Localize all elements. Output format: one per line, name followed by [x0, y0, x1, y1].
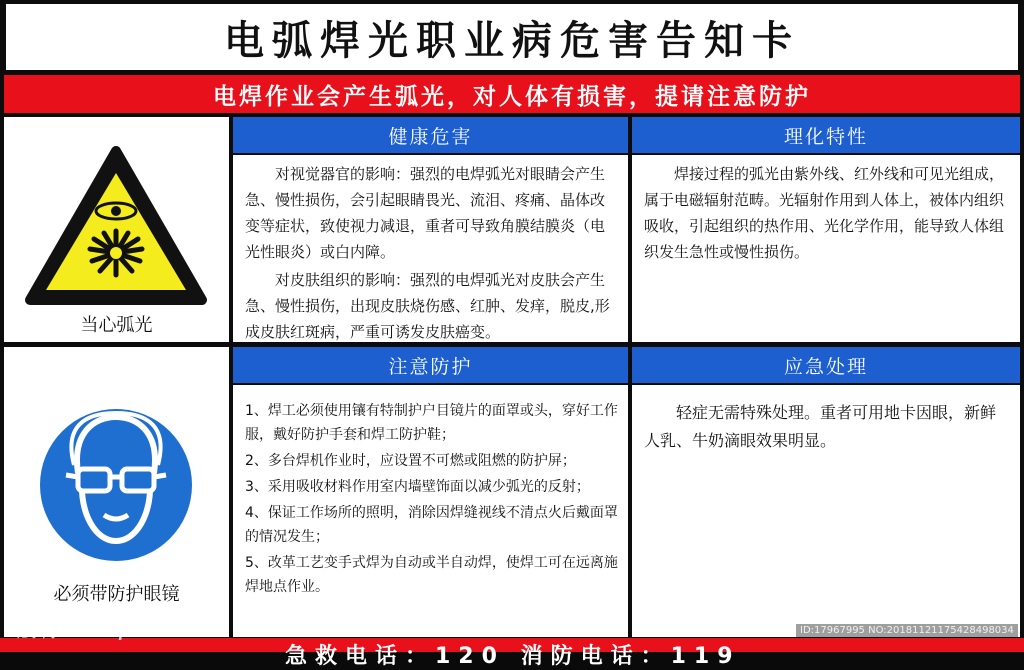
arc-light-caption: 当心弧光	[80, 315, 153, 336]
arc-light-sign-panel	[4, 117, 229, 342]
emergency-paragraph: 轻症无需特殊处理。重者可用地卡因眼，新鲜人乳、牛奶滴眼效果明显。	[644, 403, 997, 450]
health-hazard-heading: 健康危害	[388, 125, 473, 148]
properties-body	[632, 155, 1020, 342]
health-hazard-body	[233, 155, 628, 342]
watermark-site: 昵享网 www.nipic.cn	[14, 625, 166, 641]
goggles-caption: 必须带防护眼镜	[53, 584, 180, 605]
protection-item-4: 4、保证工作场所的照明，消除因焊缝视线不清点火后戴面罩的情况发生；	[245, 505, 618, 545]
title-bar	[6, 4, 1018, 70]
protection-heading: 注意防护	[388, 355, 473, 378]
emergency-body	[632, 385, 1020, 637]
emergency-header	[632, 347, 1020, 383]
warning-banner	[4, 75, 1020, 113]
protection-item-3: 3、采用吸收材料作用室内墙壁饰面以减少弧光的反射；	[245, 479, 590, 495]
watermark-id: ID:17967995 NO:20181121175428498034	[796, 624, 1018, 637]
eye-arc-warning-icon	[4, 145, 229, 335]
goggles-mandatory-icon	[4, 403, 229, 573]
emergency-heading: 应急处理	[783, 355, 868, 378]
protection-item-1: 1、焊工必须使用镶有特制护户目镜片的面罩或头，穿好工作服，戴好防护手套和焊工防护鞋；	[245, 403, 618, 443]
protection-header	[233, 347, 628, 383]
health-hazard-paragraph-1: 对视觉器官的影响：强烈的电焊弧光对眼睛会产生急、慢性损伤，会引起眼睛畏光、流泪、疼痛、晶体改变等症状，致使视力减退，重者可导致角膜结膜炎（电光性眼炎）或白内障。	[245, 165, 606, 261]
goggles-sign-panel	[4, 347, 229, 637]
warning-banner-text: 电焊作业会产生弧光，对人体有损害，提请注意防护	[213, 83, 811, 110]
properties-heading: 理化特性	[783, 125, 868, 148]
health-hazard-paragraph-2: 对皮肤组织的影响：强烈的电焊弧光对皮肤会产生急、慢性损伤，出现皮肤烧伤感、红肿、发痒，脱皮,形成皮肤红斑病，严重可诱发皮肤癌变。	[245, 271, 610, 341]
properties-paragraph: 焊接过程的弧光由紫外线、红外线和可见光组成，属于电磁辐射范畴。光辐射作用到人体上，被体内组织吸收，引起组织的热作用、光化学作用，能导致人体组织发生急性或慢性损伤。	[644, 165, 1005, 261]
card-title: 电弧焊光职业病危害告知卡	[224, 17, 800, 64]
protection-item-5: 5、改革工艺变手式焊为自动或半自动焊，使焊工可在远离施焊地点作业。	[245, 555, 618, 595]
protection-body	[233, 385, 628, 637]
protection-item-2: 2、多台焊机作业时，应设置不可燃或阻燃的防护屏；	[245, 453, 576, 469]
health-hazard-header	[233, 117, 628, 153]
properties-header	[632, 117, 1020, 153]
bottom-banner-text: 急救电话：120 消防电话：119	[285, 644, 741, 669]
